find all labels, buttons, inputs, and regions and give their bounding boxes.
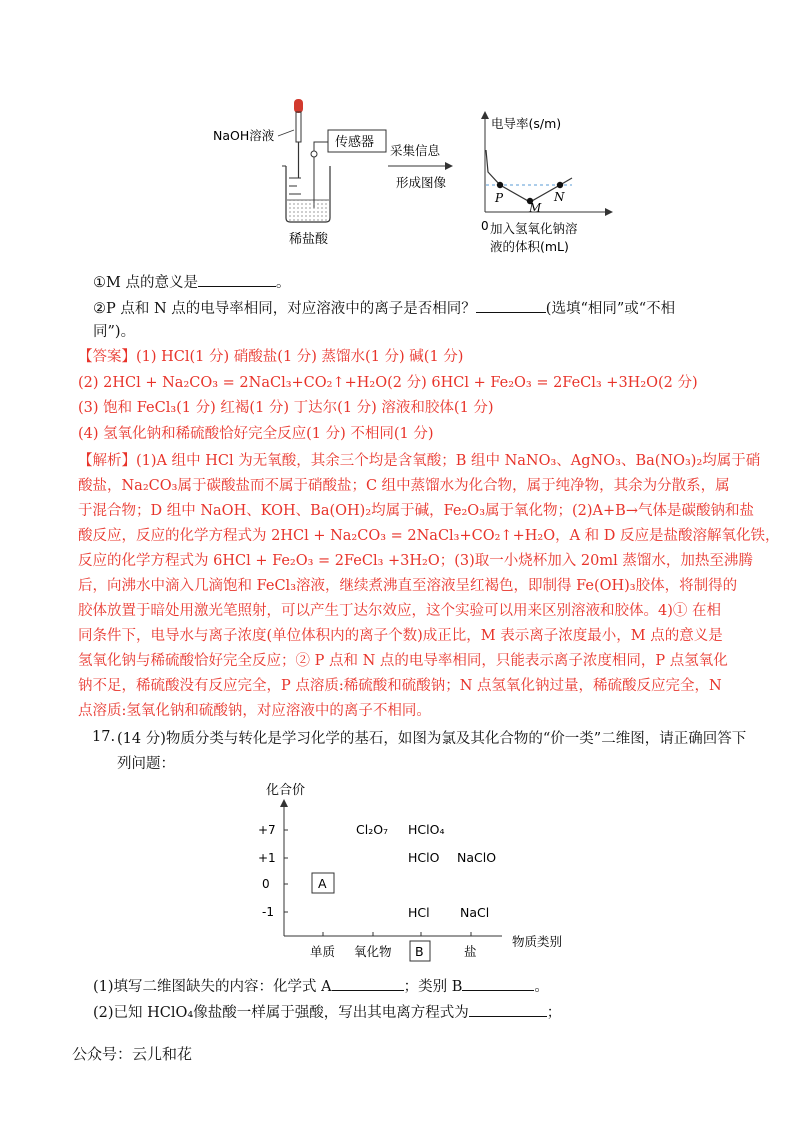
box-a-label: A [318,876,327,891]
analysis-line: 【解析】(1)A 组中 HCl 为无氧酸，其余三个均是含氧酸；B 组中 NaNO₃、AgNO₃、Ba(NO₃)₂均属于硝 [78,453,761,469]
q17-sub2: (2)已知 HClO₄像盐酸一样属于强酸，写出其电离方程式为 ； [93,1002,561,1023]
analysis-line: 后，向沸水中滴入几滴饱和 FeCl₃溶液，继续煮沸直至溶液呈红褐色，即制得 Fe(OH)₃胶体，将制得的 [78,578,738,594]
analysis-line: 氢氧化钠与稀硫酸恰好完全反应；② P 点和 N 点的电导率相同，只能表示离子浓度相同，P 点氢氧化 [78,653,728,669]
compound-hclo4: HClO₄ [408,822,445,837]
y-tick: +1 [258,851,276,865]
sensor-label: 传感器 [335,135,375,150]
dropper-icon [294,99,303,178]
beaker-label: 稀盐酸 [289,232,329,247]
q16-line2: ②P 点和 N 点的电导率相同，对应溶液中的离子是否相同？ (选填“相同”或“不相 [93,298,675,319]
q17-blank-a [332,976,404,991]
point-n-marker [557,182,563,188]
point-p-label: P [495,191,504,205]
compound-cl2o7: Cl₂O₇ [356,822,389,837]
compound-naclo: NaClO [457,850,497,865]
q16-blank-2 [476,298,546,313]
y-tick: +7 [258,823,276,837]
x-tick: 盐 [464,944,477,959]
x-tick: 单质 [310,944,336,959]
point-n-label: N [554,190,565,204]
analysis-line: 钠不足，稀硫酸没有反应完全，P 点溶质:稀硫酸和硫酸钠；N 点氢氧化钠过量，稀硫酸反应完全，N [78,678,722,694]
compound-hclo: HClO [408,850,440,865]
y-tick: 0 [262,877,270,891]
analysis-line: 胶体放置于暗处用激光笔照射，可以产生丁达尔效应，这个实验可以用来区别溶液和胶体。4)① 在相 [78,603,721,619]
arrow-top-label: 采集信息 [390,143,441,158]
q17-line1: (14 分)物质分类与转化是学习化学的基石，如图为氯及其化合物的“价一类”二维图，请正确回答下 [117,731,747,747]
answer-line-2: (2) 2HCl + Na₂CO₃ = 2NaCl₃+CO₂↑+H₂O(2 分) 6HCl + Fe₂O₃ = 2FeCl₃ +3H₂O(2 分) [78,375,698,391]
answer-line-1: 【答案】(1) HCl(1 分) 硝酸盐(1 分) 蒸馏水(1 分) 碱(1 分) [78,349,464,365]
analysis-line: 于混合物；D 组中 NaOH、KOH、Ba(OH)₂均属于碱，Fe₂O₃属于氧化物；(2)A+B→气体是碳酸钠和盐 [78,503,754,519]
analysis-line: 同条件下，电导水与离子浓度(单位体积内的离子个数)成正比，M 表示离子浓度最小，M 点的意义是 [78,628,723,644]
question-number: 17. [92,729,116,745]
analysis-line: 酸反应，反应的化学方程式为 2HCl + Na₂CO₃ = 2NaCl₃+CO₂↑+H₂O，A 和 D 反应是盐酸溶解氧化铁， [78,528,780,544]
valence-class-diagram [240,778,590,970]
analysis-line: 反应的化学方程式为 6HCl + Fe₂O₃ = 2FeCl₃ +3H₂O；(3)取一小烧杯加入 20ml 蒸馏水，加热至沸腾 [78,553,753,569]
analysis-line: 酸盐，Na₂CO₃属于碳酸盐而不属于硝酸盐；C 组中蒸馏水为化合物，属于纯净物，其余为分散系，属 [78,478,730,494]
q16-line3: 同”)。 [93,324,136,340]
compound-hcl: HCl [408,905,430,920]
graph-x-label-1: 加入氢氧化钠溶 [490,221,578,236]
conductivity-experiment-figure [200,90,620,260]
beaker-icon [282,166,330,222]
q17-blank-b [462,976,534,991]
footer-account: 公众号：云儿和花 [72,1045,193,1063]
naoh-label: NaOH溶液 [213,128,275,143]
graph-y-label: 电导率(s/m) [491,116,562,131]
graph-origin: 0 [481,219,489,233]
answer-line-4: (4) 氢氧化钠和稀硫酸恰好完全反应(1 分) 不相同(1 分) [78,426,434,442]
graph-x-label-2: 液的体积(mL) [490,239,569,254]
q17-line2: 列问题： [117,756,175,772]
arrow-bottom-label: 形成图像 [396,175,447,190]
q16-line1: ①M 点的意义是 。 [93,272,290,293]
point-m-label: M [529,201,542,215]
diagram-x-title: 物质类别 [512,934,563,949]
q16-blank-1 [198,272,276,287]
analysis-line: 点溶质:氢氧化钠和硫酸钠，对应溶液中的离子不相同。 [78,703,431,719]
q17-sub1: (1)填写二维图缺失的内容：化学式 A ；类别 B 。 [93,976,549,997]
q17-blank-c [469,1002,547,1017]
x-tick: B [415,944,424,959]
conductivity-graph [481,112,612,254]
point-p-marker [497,182,503,188]
x-tick: 氧化物 [354,944,392,959]
compound-nacl: NaCl [460,905,490,920]
y-tick: -1 [262,905,274,919]
answer-line-3: (3) 饱和 FeCl₃(1 分) 红褐(1 分) 丁达尔(1 分) 溶液和胶体(1 分) [78,400,494,416]
diagram-y-title: 化合价 [266,783,306,798]
